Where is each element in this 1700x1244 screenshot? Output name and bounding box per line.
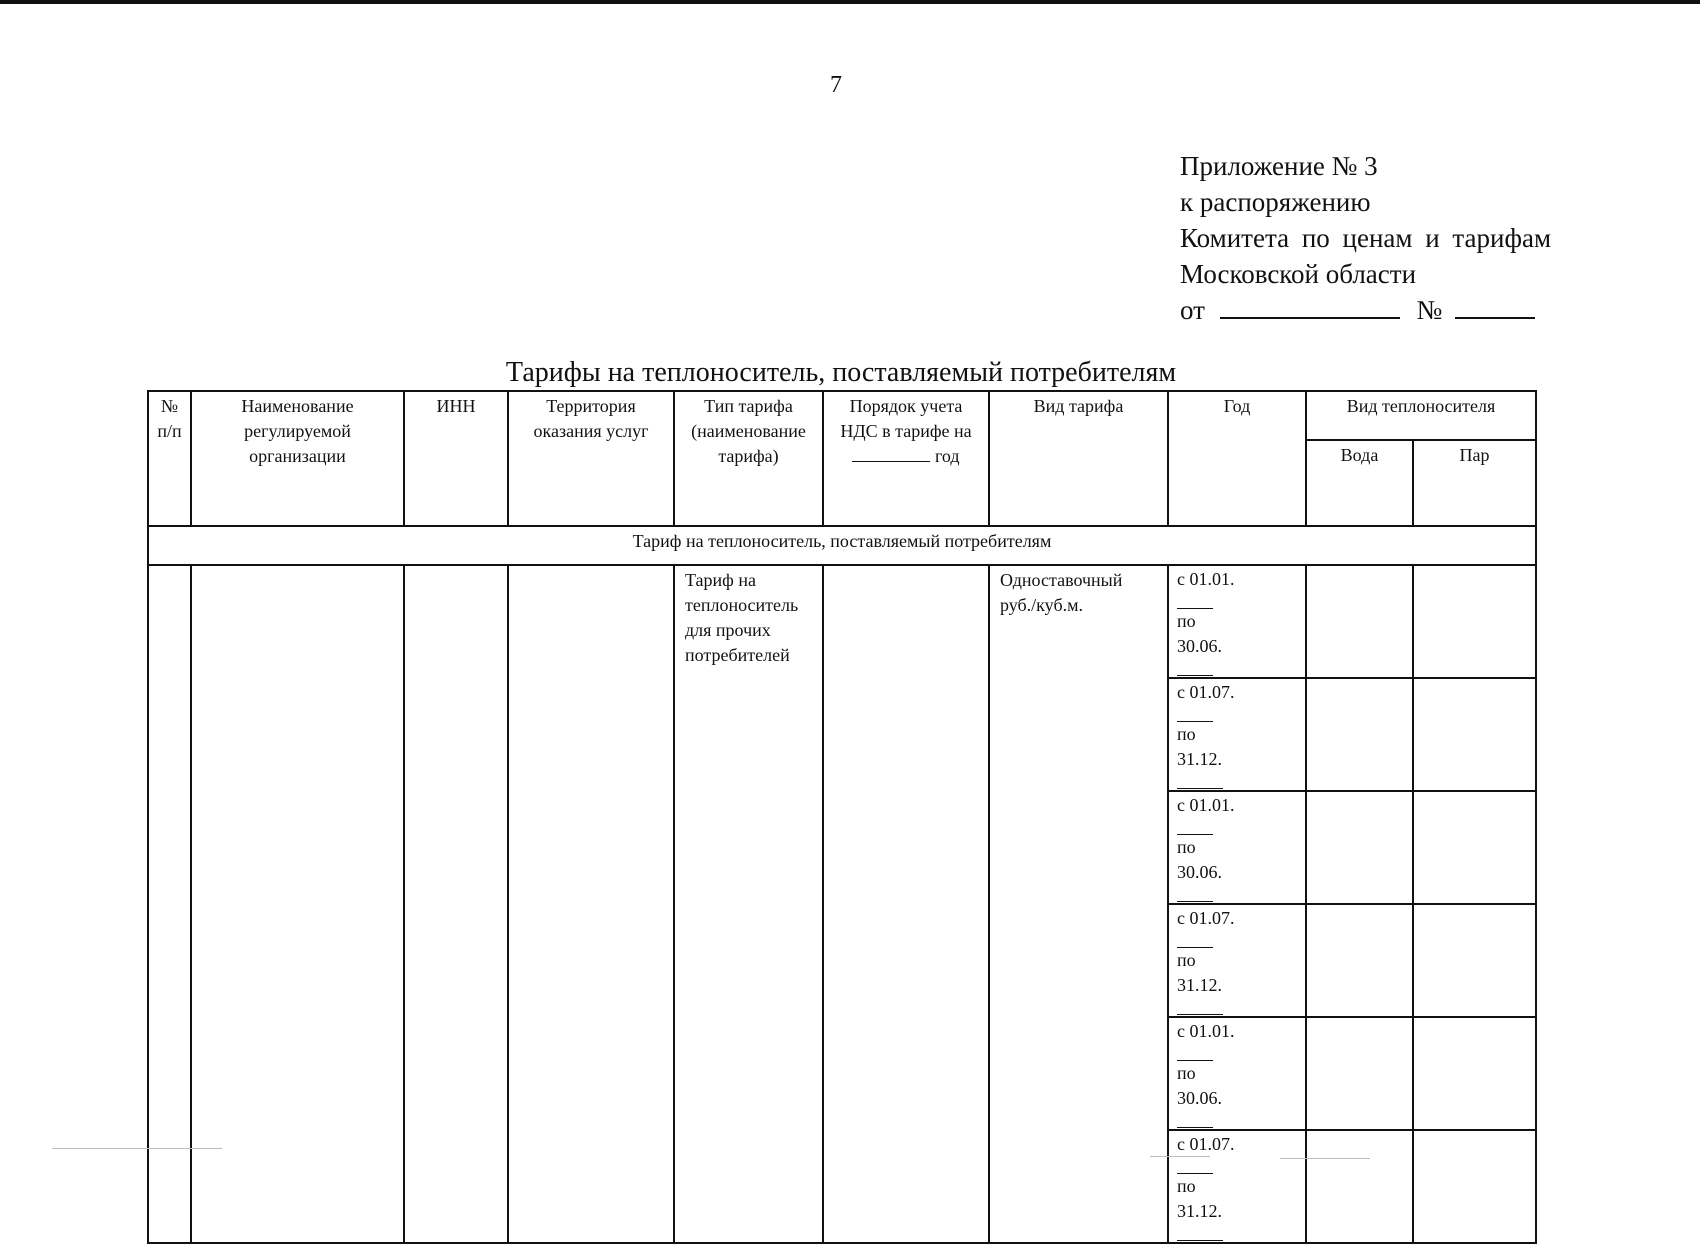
period-blank: [1177, 1044, 1213, 1061]
period-to: 31.12.: [1177, 1201, 1222, 1221]
period-blank: [1177, 1157, 1213, 1174]
period-to-label: по: [1177, 837, 1196, 857]
appendix-line-1: Приложение № 3: [1180, 151, 1378, 181]
period-blank: [1177, 998, 1223, 1015]
period-to: 30.06.: [1177, 636, 1222, 656]
appendix-line-2: к распоряжению: [1180, 187, 1371, 217]
cell-tariff-type: Тариф на теплоноситель для прочих потребителей: [674, 565, 823, 1243]
period-to: 30.06.: [1177, 862, 1222, 882]
period-to-label: по: [1177, 1063, 1196, 1083]
header-row-top: [148, 391, 1536, 440]
header-tariff-type: Тип тарифа (наименование тарифа): [674, 391, 823, 526]
cell-steam: [1413, 1130, 1536, 1243]
page-number: 7: [830, 72, 842, 98]
scan-artifact: [52, 1148, 222, 1149]
period-from: с 01.01.: [1177, 569, 1235, 589]
section-row: [148, 526, 1536, 565]
header-vat-prefix: Порядок учета НДС в тарифе на: [840, 396, 972, 441]
period-to: 31.12.: [1177, 975, 1222, 995]
cell-water: [1306, 565, 1413, 678]
period-cell: [1168, 904, 1306, 1017]
period-blank: [1177, 885, 1213, 902]
cell-steam: [1413, 904, 1536, 1017]
header-organization: Наименование регулируемой организации: [191, 391, 404, 526]
appendix-line-5: [1180, 292, 1551, 328]
header-territory: Территория оказания услуг: [508, 391, 674, 526]
cell-organization: [191, 565, 404, 1243]
period-blank: [1177, 1224, 1223, 1241]
appendix-number-label: №: [1416, 295, 1443, 325]
period-blank: [1177, 772, 1223, 789]
header-inn: ИНН: [404, 391, 508, 526]
period-to-label: по: [1177, 1176, 1196, 1196]
appendix-block: [1180, 148, 1551, 328]
period-from: с 01.07.: [1177, 1134, 1235, 1154]
period-blank: [1177, 1111, 1213, 1128]
header-vat-blank: [852, 445, 930, 462]
period-from: с 01.07.: [1177, 908, 1235, 928]
header-steam: Пар: [1413, 440, 1536, 526]
appendix-number-blank: [1455, 295, 1535, 319]
cell-steam: [1413, 791, 1536, 904]
period-to: 31.12.: [1177, 749, 1222, 769]
period-blank: [1177, 592, 1213, 609]
cell-water: [1306, 1017, 1413, 1130]
cell-vat: [823, 565, 989, 1243]
appendix-date-blank: [1220, 295, 1400, 319]
header-vat-suffix: год: [934, 446, 960, 466]
cell-water: [1306, 904, 1413, 1017]
period-blank: [1177, 659, 1213, 676]
cell-water: [1306, 1130, 1413, 1243]
cell-steam: [1413, 565, 1536, 678]
table-row: [148, 565, 1536, 678]
header-carrier: Вид теплоносителя: [1306, 391, 1536, 440]
cell-inn: [404, 565, 508, 1243]
cell-water: [1306, 791, 1413, 904]
period-from: с 01.01.: [1177, 795, 1235, 815]
period-blank: [1177, 705, 1213, 722]
appendix-date-label: от: [1180, 295, 1205, 325]
period-cell: [1168, 1130, 1306, 1243]
period-to-label: по: [1177, 611, 1196, 631]
header-num: № п/п: [148, 391, 191, 526]
period-cell: [1168, 1017, 1306, 1130]
section-label: Тариф на теплоноситель, поставляемый потребителям: [148, 526, 1536, 565]
period-to: 30.06.: [1177, 1088, 1222, 1108]
appendix-line-4: Московской области: [1180, 259, 1417, 289]
period-from: с 01.01.: [1177, 1021, 1235, 1041]
cell-steam: [1413, 678, 1536, 791]
period-cell: [1168, 678, 1306, 791]
cell-steam: [1413, 1017, 1536, 1130]
header-year: Год: [1168, 391, 1306, 526]
header-water: Вода: [1306, 440, 1413, 526]
period-blank: [1177, 931, 1213, 948]
scan-top-border: [0, 0, 1700, 4]
period-from: с 01.07.: [1177, 682, 1235, 702]
period-to-label: по: [1177, 724, 1196, 744]
cell-territory: [508, 565, 674, 1243]
header-tariff-kind: Вид тарифа: [989, 391, 1168, 526]
cell-tariff-kind: Одноставочный руб./куб.м.: [989, 565, 1168, 1243]
tariff-table: [147, 390, 1537, 1244]
appendix-line-3: Комитета по ценам и тарифам: [1180, 223, 1552, 253]
cell-water: [1306, 678, 1413, 791]
period-blank: [1177, 818, 1213, 835]
period-to-label: по: [1177, 950, 1196, 970]
period-cell: [1168, 791, 1306, 904]
scan-artifact: [1150, 1156, 1210, 1157]
document-title: Тарифы на теплоноситель, поставляемый потребителям: [505, 357, 1177, 388]
cell-num: [148, 565, 191, 1243]
period-cell: [1168, 565, 1306, 678]
scan-artifact: [1280, 1158, 1370, 1159]
header-vat: [823, 391, 989, 526]
